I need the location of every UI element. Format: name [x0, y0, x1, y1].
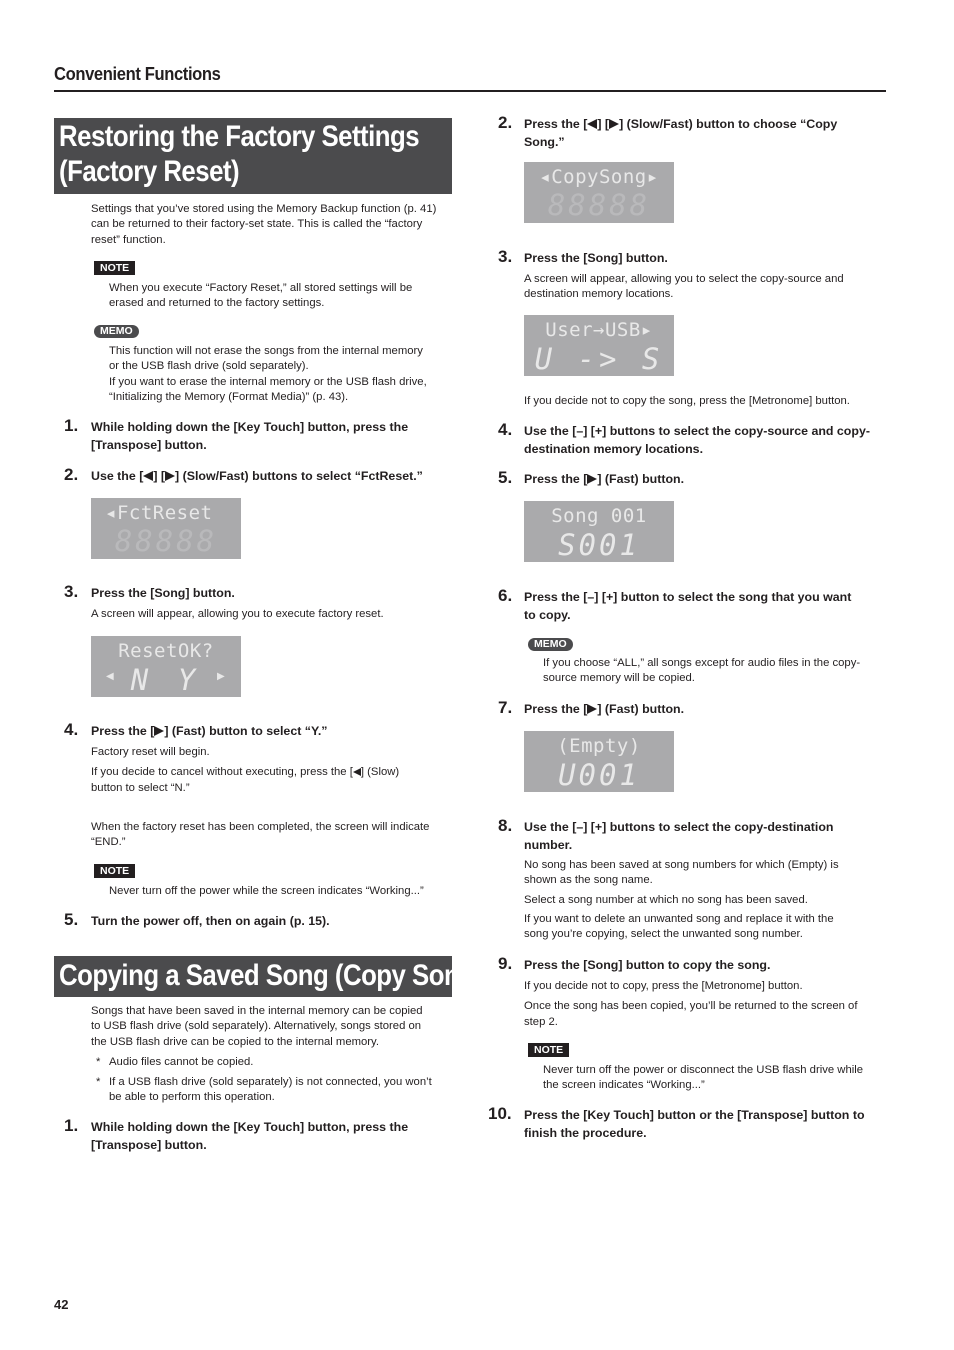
note-line: Never turn off the power or disconnect the USB flash drive while: [543, 1064, 864, 1076]
section-header: Convenient Functions: [54, 64, 221, 84]
step-part: Press the [: [524, 117, 588, 131]
desc-line: When the factory reset has been completed, the screen will indicate: [91, 821, 430, 833]
intro-line: Settings that you’ve stored using the Memory Backup function (p. 41): [91, 203, 437, 215]
desc-line: destination memory locations.: [524, 288, 674, 301]
lcd-top-text: User→USB▸: [545, 319, 653, 341]
step-text: [91, 419, 461, 454]
step-number: 6.: [498, 586, 513, 605]
lcd-left-arrow-icon: ◀: [106, 671, 114, 682]
step-desc: [524, 858, 894, 942]
intro-line: to USB flash drive (sold separately). Alternatively, songs stored on: [91, 1020, 422, 1033]
memo-line: “Initializing the Memory (Format Media)” (p. 43).: [109, 390, 349, 403]
bullet-mark: *: [96, 1076, 101, 1088]
lcd-top-text: ◂CopySong▸: [539, 166, 659, 188]
step-number: 10.: [488, 1104, 512, 1123]
step-desc: [91, 745, 461, 796]
intro-line: can be returned to their factory-set state. This is called the “factory: [91, 218, 423, 231]
lcd-bottom-text: U -> S: [534, 342, 664, 376]
note-text: Never turn off the power while the screen indicates “Working...”: [109, 885, 424, 897]
step-number: 8.: [498, 816, 513, 835]
bullet-line: be able to perform this operation.: [109, 1091, 275, 1104]
step-text: [524, 471, 684, 489]
step-text: Press the [Song] button to copy the song.: [524, 958, 771, 972]
slow-arrow-icon: [587, 119, 597, 129]
header-rule: [54, 90, 886, 92]
step-part: ] (Fast) button.: [597, 472, 685, 486]
step-text: [524, 1107, 894, 1142]
step-line: [Transpose] button.: [91, 437, 207, 452]
desc-line: step 2.: [524, 1015, 558, 1028]
step-part: ] (Slow/Fast) button to choose “Copy: [619, 117, 838, 131]
step-line: Use the [–] [+] buttons to select the copy-destination: [524, 820, 834, 834]
copy-song-title-text: Copying a Saved Song (Copy Song): [59, 959, 483, 992]
step-number: 2.: [64, 465, 79, 484]
step-part: ] (Slow/Fast) buttons to select “FctReset.”: [175, 469, 423, 483]
step-number: 7.: [498, 698, 513, 717]
lcd-bottom-text: U001: [558, 758, 640, 792]
step-text: [524, 819, 894, 854]
factory-reset-title: [54, 118, 452, 194]
lcd-top-text: Song 001: [551, 505, 647, 527]
page-number: 42: [54, 1297, 69, 1312]
step-text: [91, 468, 461, 486]
intro-line: Songs that have been saved in the internal memory can be copied: [91, 1005, 423, 1017]
step-number: 2.: [498, 113, 513, 132]
slow-arrow-icon: [353, 768, 361, 776]
desc-line: shown as the song name.: [524, 874, 653, 887]
step-part: ] [: [153, 469, 166, 483]
lcd-display-empty: [524, 731, 674, 792]
note-line: the screen indicates “Working...”: [543, 1079, 705, 1092]
factory-reset-title-line2: (Factory Reset): [59, 155, 240, 188]
lcd-right-arrow-icon: ▶: [217, 671, 225, 682]
lcd-ghost-digits: 88888: [547, 188, 651, 222]
step-line: [Transpose] button.: [91, 1137, 207, 1152]
desc-line: No song has been saved at song numbers for which (Empty) is: [524, 859, 839, 871]
step-line: number.: [524, 837, 573, 852]
step-number: 4.: [64, 720, 79, 739]
desc-line: Factory reset will begin.: [91, 746, 210, 758]
bullet-text: [109, 1075, 459, 1106]
step-desc: [524, 979, 894, 1030]
lcd-top-text: ResetOK?: [118, 640, 214, 662]
note-badge: NOTE: [528, 1043, 569, 1057]
memo-text: [109, 344, 459, 405]
step-line: destination memory locations.: [524, 441, 704, 456]
desc-line: “END.”: [91, 836, 126, 849]
step-text: Press the [Song] button.: [91, 586, 235, 600]
step-line: finish the procedure.: [524, 1125, 647, 1140]
step-number: 1.: [64, 1116, 79, 1135]
step-part: Press the [: [524, 472, 588, 486]
step-line: While holding down the [Key Touch] button, press the: [91, 1120, 409, 1134]
lcd-display-fctreset: [91, 498, 241, 559]
fast-arrow-icon: [587, 704, 597, 714]
step-line: Press the [Key Touch] button or the [Transpose] button to: [524, 1108, 865, 1122]
bullet-line: If a USB flash drive (sold separately) is not connected, you won’t: [109, 1076, 432, 1088]
lcd-display-song001: [524, 501, 674, 562]
lcd-display-copysong: [524, 162, 674, 223]
step-line: to copy.: [524, 607, 571, 622]
desc-line: Select a song number at which no song has been saved.: [524, 893, 808, 906]
note-line: When you execute “Factory Reset,” all stored settings will be: [109, 282, 413, 294]
step-desc: A screen will appear, allowing you to execute factory reset.: [91, 608, 384, 620]
step-number: 3.: [64, 582, 79, 601]
step-text: Press the [Song] button.: [524, 251, 668, 265]
lcd-display-user-usb: [524, 315, 674, 376]
step-part: ] [: [597, 117, 610, 131]
fast-arrow-icon: [609, 119, 619, 129]
step-number: 9.: [498, 954, 513, 973]
step-text: [524, 589, 894, 624]
step-text: [524, 423, 894, 458]
step-line: Press the [–] [+] button to select the song that you want: [524, 590, 852, 604]
lcd-top-text: ◂FctReset: [105, 502, 213, 524]
desc-line: song you’re copying, select the unwanted song number.: [524, 928, 803, 941]
slow-arrow-icon: [143, 471, 153, 481]
memo-line: or the USB flash drive (sold separately).: [109, 360, 309, 373]
copy-song-title: [54, 956, 483, 997]
step-part: Press the [: [91, 724, 155, 738]
step-text: [91, 723, 328, 741]
desc-part: ] (Slow): [360, 766, 400, 779]
lcd-bottom-text: S001: [558, 528, 640, 562]
copy-song-intro: [91, 1004, 461, 1050]
note-badge: NOTE: [94, 864, 135, 878]
desc-line: A screen will appear, allowing you to select the copy-source and: [524, 273, 844, 285]
memo-text: [543, 656, 893, 687]
fast-arrow-icon: [587, 474, 597, 484]
step-line: Use the [–] [+] buttons to select the copy-source and copy-: [524, 424, 870, 438]
factory-reset-title-line1: Restoring the Factory Settings: [59, 120, 420, 153]
step-number: 5.: [498, 468, 513, 487]
memo-line: If you choose “ALL,” all songs except for audio files in the copy-: [543, 657, 861, 669]
desc-line: If you want to delete an unwanted song and replace it with the: [524, 912, 834, 925]
memo-badge: MEMO: [528, 638, 573, 651]
fast-arrow-icon: [154, 726, 164, 736]
memo-badge: MEMO: [94, 325, 139, 338]
desc-line: If you decide not to copy, press the [Metronome] button.: [524, 980, 803, 992]
step-line: While holding down the [Key Touch] button, press the: [91, 420, 409, 434]
step-text: [524, 701, 684, 719]
step-text: [524, 116, 894, 151]
desc-part: If you decide to cancel without executing, press the [: [91, 766, 353, 779]
lcd-bottom-text: N Y: [130, 663, 202, 697]
memo-line: source memory will be copied.: [543, 672, 695, 685]
step-part: Press the [: [524, 702, 588, 716]
lcd-top-text: (Empty): [557, 735, 641, 757]
step-line: Song.”: [524, 134, 565, 149]
lcd-ghost-digits: 88888: [114, 524, 218, 558]
step-number: 4.: [498, 420, 513, 439]
step-part: ] (Fast) button to select “Y.”: [164, 724, 328, 738]
intro-line: the USB flash drive can be copied to the internal memory.: [91, 1035, 380, 1048]
bullet-text: Audio files cannot be copied.: [109, 1056, 254, 1068]
desc-line: [91, 765, 461, 780]
step-part: ] (Fast) button.: [597, 702, 685, 716]
intro-line: reset” function.: [91, 233, 166, 246]
note-text: [109, 281, 459, 312]
factory-reset-intro: [91, 202, 461, 248]
desc-line: button to select “N.”: [91, 781, 190, 794]
fast-arrow-icon: [165, 471, 175, 481]
step-text: Turn the power off, then on again (p. 15).: [91, 914, 330, 928]
desc-line: Once the song has been copied, you’ll be returned to the screen of: [524, 1000, 858, 1013]
bullet-mark: *: [96, 1056, 101, 1068]
lcd-display-resetok: [91, 636, 241, 697]
step-line: [524, 116, 894, 134]
note-text: [543, 1063, 903, 1094]
note-badge: NOTE: [94, 261, 135, 275]
note-line: erased and returned to the factory settings.: [109, 297, 325, 310]
step-desc: If you decide not to copy the song, press the [Metronome] button.: [524, 395, 850, 407]
step-desc: [524, 272, 894, 303]
step-number: 5.: [64, 910, 79, 929]
step-number: 1.: [64, 416, 79, 435]
complete-text: [91, 820, 461, 851]
step-number: 3.: [498, 247, 513, 266]
step-part: Use the [: [91, 469, 144, 483]
step-text: [91, 1119, 461, 1154]
memo-line: If you want to erase the internal memory or the USB flash drive,: [109, 375, 427, 388]
memo-line: This function will not erase the songs from the internal memory: [109, 345, 423, 357]
